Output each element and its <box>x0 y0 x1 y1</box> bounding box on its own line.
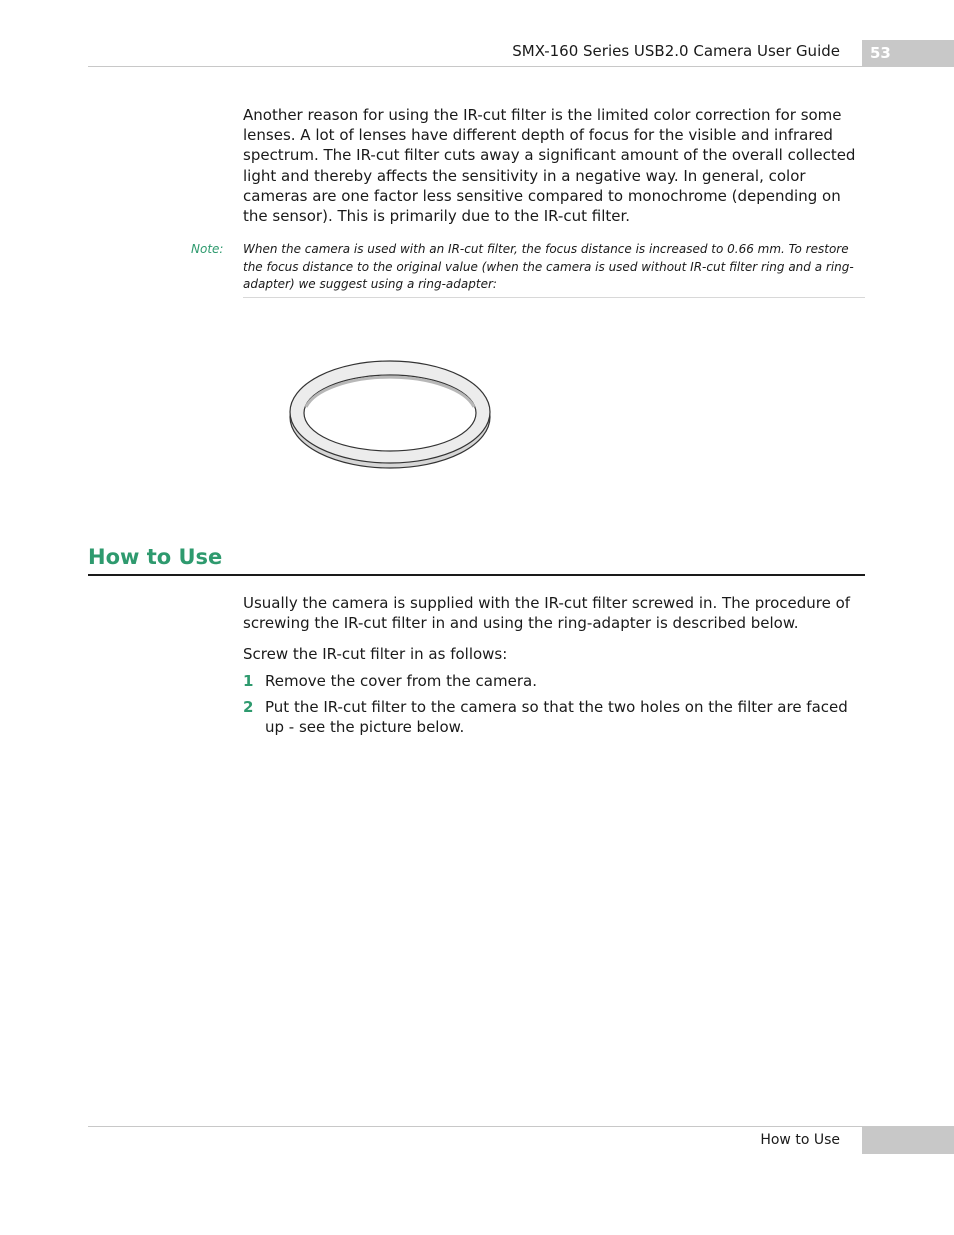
procedure-intro: Screw the IR-cut filter in as follows: <box>243 645 508 663</box>
note-label: Note: <box>191 242 224 256</box>
ring-adapter-illustration <box>286 357 496 473</box>
note-divider <box>243 297 865 298</box>
step-text: Remove the cover from the camera. <box>265 672 537 690</box>
footer-box <box>862 1127 954 1154</box>
intro-paragraph: Another reason for using the IR-cut filter is the limited color correction for some lenses. A lot of lenses have different depth of focus for the visible and infrared spectrum. The IR-cut filter cuts away a significant amount of the overall collected light and thereby affects the sensitivity in a negative way. In general, color cameras are one factor less sensitive compared to monochrome (depending on the sensor). This is primarily due to the IR-cut filter. <box>243 106 856 226</box>
header-title: SMX-160 Series USB2.0 Camera User Guide <box>512 42 840 60</box>
header-divider <box>88 66 954 67</box>
procedure-paragraph: Usually the camera is supplied with the IR-cut filter screwed in. The procedure of screwing the IR-cut filter in and using the ring-adapter is described below. <box>243 594 851 633</box>
note-text: When the camera is used with an IR-cut filter, the focus distance is increased to 0.66 mm. To restore the focus distance to the original value (when the camera is used without IR-cut filter ring and a ring-adapter) we suggest using a ring-adapter: <box>243 242 854 291</box>
page-number: 53 <box>870 44 891 62</box>
footer-divider <box>88 1126 954 1127</box>
step-number: 1 <box>243 672 254 690</box>
step-text: Put the IR-cut filter to the camera so that the two holes on the filter are faced up - see the picture below. <box>265 698 848 737</box>
step-number: 2 <box>243 698 254 716</box>
section-divider <box>88 574 865 576</box>
section-heading: How to Use <box>88 545 223 569</box>
footer-section: How to Use <box>760 1132 840 1148</box>
